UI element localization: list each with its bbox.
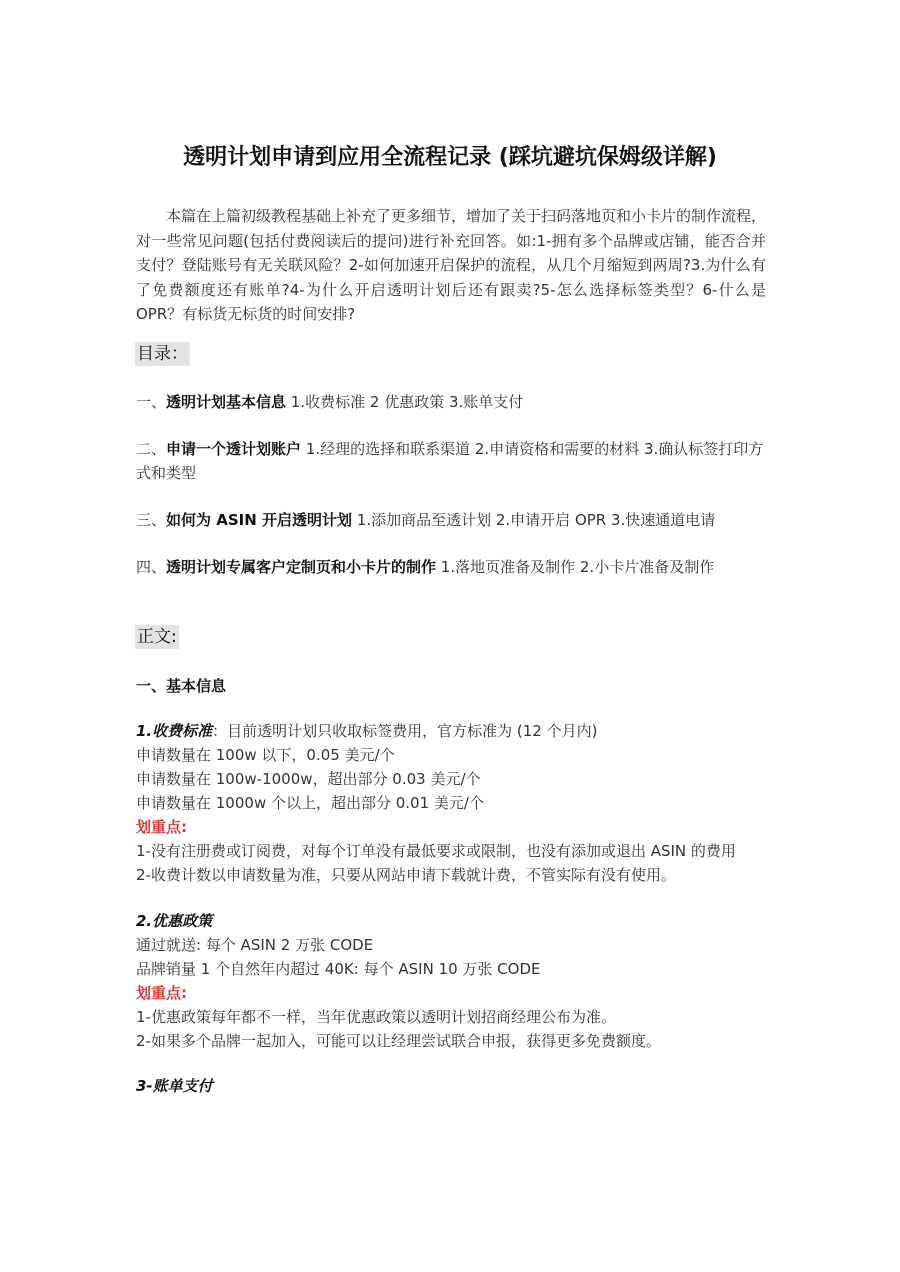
- promo-key-points-label: 划重点:: [136, 984, 187, 1002]
- body-heading: 正文:: [137, 627, 177, 647]
- billing-label: 3-账单支付: [136, 1077, 213, 1095]
- toc-item-4: 四、透明计划专属客户定制页和小卡片的制作 1.落地页准备及制作 2.小卡片准备及制作: [136, 558, 715, 576]
- promo-point-2: 2-如果多个品牌一起加入，可能可以让经理尝试联合申报，获得更多免费额度。: [136, 1032, 661, 1050]
- fee-point-1: 1-没有注册费或订阅费，对每个订单没有最低要求或限制，也没有添加或退出 ASIN 的费用: [136, 842, 736, 860]
- toc-item-1: 一、透明计划基本信息 1.收费标准 2 优惠政策 3.账单支付: [136, 393, 524, 411]
- promo-line-1: 通过就送: 每个 ASIN 2 万张 CODE: [136, 936, 374, 954]
- promo-line-2: 品牌销量 1 个自然年内超过 40K: 每个 ASIN 10 万张 CODE: [136, 960, 541, 978]
- promo-point-1: 1-优惠政策每年都不一样，当年优惠政策以透明计划招商经理公布为准。: [136, 1008, 616, 1026]
- fee-standard-line: 1.收费标准：目前透明计划只收取标签费用，官方标准为 (12 个月内): [136, 722, 598, 740]
- toc-heading: 目录：: [137, 344, 188, 364]
- fee-tier-1: 申请数量在 100w 以下，0.05 美元/个: [136, 746, 395, 764]
- intro-paragraph: 本篇在上篇初级教程基础上补充了更多细节，增加了关于扫码落地页和小卡片的制作流程，对一些常见问题(包括付费阅读后的提问)进行补充回答。如:1-拥有多个品牌或店铺，能否合并支付？登陆账号有无关联风险？2-如何加速开启保护的流程，从几个月缩短到两周?3.为什么有了免费额度还有账单?4-为什么开启透明计划后还有跟卖?5-怎么选择标签类型？6-什么是 OPR？有标货无标货的时间安排?: [136, 207, 767, 323]
- toc-item-3: 三、如何为 ASIN 开启透明计划 1.添加商品至透计划 2.申请开启 OPR 3.快速通道电请: [136, 511, 716, 529]
- fee-tier-3: 申请数量在 1000w 个以上，超出部分 0.01 美元/个: [136, 794, 484, 812]
- fee-tier-2: 申请数量在 100w-1000w，超出部分 0.03 美元/个: [136, 770, 481, 788]
- promo-policy-label: 2.优惠政策: [136, 912, 213, 930]
- fee-standard-label: 1.收费标准: [136, 722, 213, 740]
- page-title: 透明计划申请到应用全流程记录 (踩坑避坑保姆级详解): [183, 145, 717, 170]
- fee-point-2: 2-收费计数以申请数量为准，只要从网站申请下载就计费，不管实际有没有使用。: [136, 866, 676, 884]
- section-basic-info-heading: 一、基本信息: [136, 677, 227, 695]
- toc-item-2: 二、申请一个透计划账户 1.经理的选择和联系渠道 2.申请资格和需要的材料 3.确认标签打印方式和类型: [136, 440, 764, 482]
- fee-key-points-label: 划重点:: [136, 818, 187, 836]
